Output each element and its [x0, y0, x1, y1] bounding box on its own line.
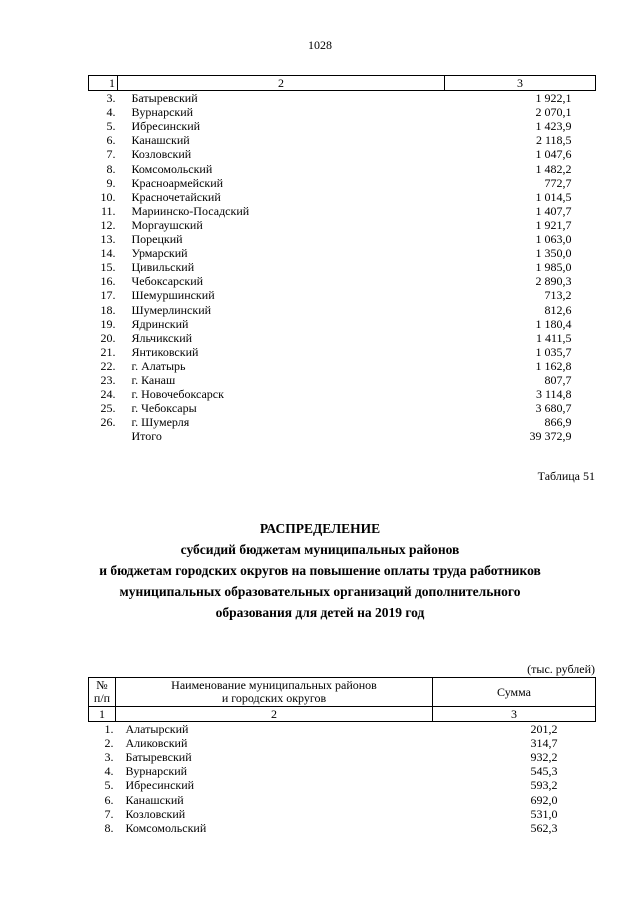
total-row [89, 429, 596, 443]
amount: 1 162,8 [535, 358, 572, 373]
amount: 1 350,0 [535, 246, 572, 261]
amount: 772,7 [544, 175, 572, 190]
amount: 562,3 [530, 820, 558, 835]
row-number: 21. [100, 344, 116, 359]
district-name: Комсомольский [131, 161, 213, 176]
district-name: Цивильский [131, 260, 195, 275]
amount: 812,6 [544, 302, 572, 317]
district-name: Шумерлинский [131, 302, 212, 317]
table-row [89, 415, 596, 429]
district-name: Вурнарский [125, 764, 188, 779]
row-number: 19. [100, 316, 116, 331]
units-label: (тыс. рублей) [527, 662, 595, 676]
page-number: 1028 [308, 38, 332, 52]
row-number: 20. [100, 330, 116, 345]
table-caption: Таблица 51 [537, 469, 595, 483]
row-number: 18. [100, 302, 116, 317]
row-number: 2. [104, 736, 114, 751]
district-name: Мариинско-Посадский [131, 203, 250, 218]
table-header-row [89, 678, 596, 707]
district-name: Канашский [125, 792, 184, 807]
table-row [89, 778, 596, 792]
title-line: и бюджетам городских округов на повышение оплаты труда работников [99, 563, 541, 578]
table-row [89, 176, 596, 190]
amount: 593,2 [530, 778, 558, 793]
amount: 1 407,7 [535, 203, 572, 218]
table-row [89, 91, 596, 106]
district-name: Ибресинский [131, 119, 201, 134]
column-number-3: 3 [445, 76, 596, 91]
table-row [89, 147, 596, 161]
amount: 1 411,5 [535, 330, 572, 345]
table-row [89, 303, 596, 317]
row-number: 12. [100, 217, 116, 232]
table-row [89, 331, 596, 345]
table-row [89, 133, 596, 147]
table-row [89, 190, 596, 204]
row-number: 16. [100, 274, 116, 289]
row-number: 23. [100, 372, 116, 387]
table-header-row [89, 76, 596, 91]
amount: 1 423,9 [535, 119, 572, 134]
table-row [89, 821, 596, 835]
title-line: муниципальных образовательных организаций дополнительного [119, 584, 521, 599]
district-name: Яльчикский [131, 330, 193, 345]
amount: 692,0 [530, 792, 558, 807]
row-number: 6. [106, 133, 116, 148]
row-number: 13. [100, 232, 116, 247]
amount: 1 482,2 [535, 161, 572, 176]
row-number: 6. [104, 792, 114, 807]
table-row [89, 105, 596, 119]
title-line: РАСПРЕДЕЛЕНИЕ [259, 521, 381, 536]
row-number: 17. [100, 288, 116, 303]
amount: 1 014,5 [535, 189, 572, 204]
district-name: Алатырский [125, 722, 189, 737]
row-number: 8. [106, 161, 116, 176]
district-name: Моргаушский [131, 217, 203, 232]
column-number-1: 1 [89, 76, 118, 91]
row-number: 25. [100, 401, 116, 416]
table-row [89, 793, 596, 807]
table-row [89, 373, 596, 387]
table-row [89, 162, 596, 176]
district-name: Вурнарский [131, 105, 194, 120]
table-row [89, 387, 596, 401]
amount: 3 680,7 [535, 401, 572, 416]
district-name: Батыревский [125, 750, 192, 765]
column-number-1: 1 [89, 707, 116, 722]
table-row [89, 764, 596, 778]
row-number: 26. [100, 415, 116, 430]
subsidy-table-continuation [88, 75, 596, 443]
table-row [89, 317, 596, 331]
amount: 1 047,6 [535, 147, 572, 162]
header-text: п/п [93, 691, 111, 705]
row-number: 9. [106, 175, 116, 190]
table-row [89, 722, 596, 737]
amount: 807,7 [544, 372, 572, 387]
column-number-3: 3 [433, 707, 596, 722]
column-number-2: 2 [116, 707, 433, 722]
table-row [89, 750, 596, 764]
row-number: 3. [104, 750, 114, 765]
table-row [89, 260, 596, 274]
title-line: образования для детей на 2019 год [215, 605, 425, 620]
table-row [89, 359, 596, 373]
amount: 201,2 [530, 722, 558, 737]
table-row [89, 401, 596, 415]
table-row [89, 246, 596, 260]
district-name: г. Новочебоксарск [131, 387, 224, 402]
row-number: 8. [104, 820, 114, 835]
district-name: Порецкий [131, 232, 183, 247]
amount: 1 922,1 [535, 91, 572, 106]
amount: 1 985,0 [535, 260, 572, 275]
district-name: Красноармейский [131, 175, 224, 190]
district-name: Урмарский [131, 246, 188, 261]
district-name: Ядринский [131, 316, 189, 331]
table-row [89, 274, 596, 288]
row-number: 22. [100, 358, 116, 373]
amount: 1 035,7 [535, 344, 572, 359]
header-text: Наименование муниципальных районов [171, 678, 377, 692]
row-number [89, 429, 118, 443]
district-name: Батыревский [131, 91, 198, 106]
district-name: Козловский [125, 806, 186, 821]
title-line: субсидий бюджетам муниципальных районов [180, 542, 460, 557]
header-text: № [96, 678, 108, 692]
amount: 531,0 [530, 806, 558, 821]
amount: 1 180,4 [535, 316, 572, 331]
row-number: 4. [104, 764, 114, 779]
row-number: 11. [100, 203, 116, 218]
district-name: Шемуршинский [131, 288, 215, 303]
document-title [0, 518, 640, 623]
table-row [89, 807, 596, 821]
district-name: Канашский [131, 133, 190, 148]
district-name: г. Алатырь [131, 358, 186, 373]
district-name: Ибресинский [125, 778, 195, 793]
table-row [89, 204, 596, 218]
row-number: 5. [104, 778, 114, 793]
column-number-row [89, 707, 596, 722]
table-row [89, 345, 596, 359]
row-number: 4. [106, 105, 116, 120]
amount: 2 070,1 [535, 105, 572, 120]
table-row [89, 232, 596, 246]
amount: 2 118,5 [535, 133, 572, 148]
row-number: 24. [100, 387, 116, 402]
amount: 1 063,0 [535, 232, 572, 247]
amount: 866,9 [544, 415, 572, 430]
amount: 2 890,3 [535, 274, 572, 289]
table-row [89, 119, 596, 133]
row-number: 7. [104, 806, 114, 821]
district-name: г. Чебоксары [131, 401, 197, 416]
district-name: г. Шумерля [131, 415, 190, 430]
row-number: 10. [100, 189, 116, 204]
district-name: г. Канаш [131, 372, 176, 387]
table-row [89, 218, 596, 232]
row-number: 5. [106, 119, 116, 134]
header-number-cell [89, 678, 116, 707]
district-name: Янтиковский [131, 344, 199, 359]
district-name: Комсомольский [125, 820, 207, 835]
table-row [89, 288, 596, 302]
district-name: Итого [131, 429, 162, 444]
amount: 1 921,7 [535, 217, 572, 232]
row-number: 7. [106, 147, 116, 162]
header-text: и городских округов [221, 691, 327, 705]
row-number: 15. [100, 260, 116, 275]
column-number-2: 2 [118, 76, 445, 91]
header-name-cell [116, 678, 433, 707]
amount: 314,7 [530, 736, 558, 751]
amount: 545,3 [530, 764, 558, 779]
row-number: 14. [100, 246, 116, 261]
header-sum-cell: Сумма [433, 678, 596, 707]
district-name: Аликовский [125, 736, 188, 751]
amount: 713,2 [544, 288, 572, 303]
district-name: Козловский [131, 147, 192, 162]
amount: 39 372,9 [529, 429, 572, 444]
district-name: Красночетайский [131, 189, 221, 204]
table-row [89, 736, 596, 750]
row-number: 3. [106, 91, 116, 106]
row-number: 1. [104, 722, 114, 737]
amount: 932,2 [530, 750, 558, 765]
district-name: Чебоксарский [131, 274, 204, 289]
subsidy-distribution-table [88, 677, 596, 835]
amount: 3 114,8 [535, 387, 572, 402]
